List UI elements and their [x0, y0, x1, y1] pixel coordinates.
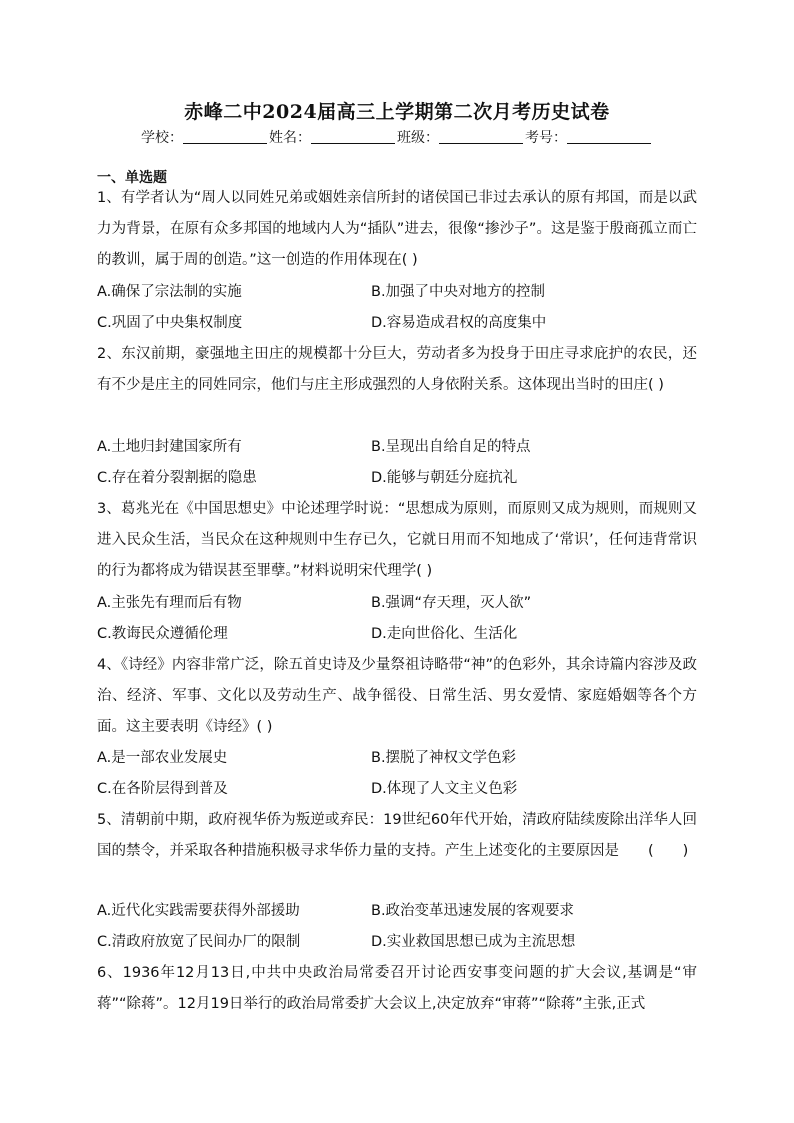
question-1-options: [97, 277, 697, 339]
number-blank[interactable]: [567, 129, 651, 144]
option-d[interactable]: D.容易造成君权的高度集中: [371, 315, 547, 331]
option-b[interactable]: B.加强了中央对地方的控制: [371, 284, 546, 300]
school-label: 学校：: [141, 130, 183, 146]
option-b[interactable]: B.摆脱了神权文学色彩: [371, 750, 517, 766]
option-a[interactable]: A.土地归封建国家所有: [97, 439, 242, 455]
question-2-options: [97, 432, 697, 494]
option-a[interactable]: A.确保了宗法制的实施: [97, 284, 242, 300]
option-c[interactable]: C.教诲民众遵循伦理: [97, 626, 228, 642]
question-1-stem: 1、有学者认为“周人以同姓兄弟或姻姓亲信所封的诸侯国已非过去承认的原有邦国，而是以武力为背景，在原有众多邦国的地域内人为“插队”进去，很像“掺沙子”。这是鉴于殷商孤立而亡的教训，属于周的创造。”这一创造的作用体现在( ): [97, 190, 697, 268]
section-heading: 一、单选题: [97, 170, 167, 186]
option-a[interactable]: A.近代化实践需要获得外部援助: [97, 903, 300, 919]
question-2-stem: 2、东汉前期，豪强地主田庄的规模都十分巨大，劳动者多为投身于田庄寻求庇护的农民，还有不少是庄主的同姓同宗，他们与庄主形成强烈的人身依附关系。这体现出当时的田庄( ): [97, 346, 697, 393]
student-info-line: [0, 127, 794, 147]
option-a[interactable]: A.是一部农业发展史: [97, 750, 228, 766]
option-a[interactable]: A.主张先有理而后有物: [97, 595, 242, 611]
question-3-stem: 3、葛兆光在《中国思想史》中论述理学时说：“思想成为原则，而原则又成为规则，而规则又进入民众生活，当民众在这种规则中生存已久，它就日用而不知地成了‘常识’，任何违背常识的行为都将成为错误甚至罪孽。”材料说明宋代理学( ): [97, 501, 697, 579]
option-c[interactable]: C.存在着分裂割据的隐患: [97, 470, 257, 486]
question-4-stem: 4、《诗经》内容非常广泛，除五首史诗及少量祭祖诗略带“神”的色彩外，其余诗篇内容涉及政治、经济、军事、文化以及劳动生产、战争徭役、日常生活、男女爱情、家庭婚姻等各个方面。这主要表明《诗经》( ): [97, 657, 697, 735]
class-label: 班级：: [397, 130, 439, 146]
number-label: 考号：: [525, 130, 567, 146]
option-d[interactable]: D.走向世俗化、生活化: [371, 626, 518, 642]
option-d[interactable]: D.能够与朝廷分庭抗礼: [371, 470, 518, 486]
option-d[interactable]: D.体现了人文主义色彩: [371, 781, 518, 797]
option-c[interactable]: C.巩固了中央集权制度: [97, 315, 243, 331]
class-blank[interactable]: [439, 129, 523, 144]
question-5-options: [97, 896, 697, 958]
option-c[interactable]: C.在各阶层得到普及: [97, 781, 228, 797]
question-5-stem: 5、清朝前中期，政府视华侨为叛逆或弃民：19世纪60年代开始，清政府陆续废除出洋华人回国的禁令，并采取各种措施积极寻求华侨力量的支持。产生上述变化的主要原因是 ( ): [97, 812, 697, 859]
option-b[interactable]: B.政治变革迅速发展的客观要求: [371, 903, 575, 919]
option-d[interactable]: D.实业救国思想已成为主流思想: [371, 934, 576, 950]
exam-title: 赤峰二中2024届高三上学期第二次月考历史试卷: [184, 101, 610, 123]
option-c[interactable]: C.清政府放宽了民间办厂的限制: [97, 934, 301, 950]
option-b[interactable]: B.呈现出自给自足的特点: [371, 439, 531, 455]
option-b[interactable]: B.强调“存天理，灭人欲”: [371, 595, 532, 611]
question-4-options: [97, 743, 697, 805]
question-6-stem: 6、1936年12月13日,中共中央政治局常委召开讨论西安事变问题的扩大会议,基调是“审蒋”“除蒋”。12月19日举行的政治局常委扩大会议上,决定放弃“审蒋”“除蒋”主张,正式: [97, 965, 697, 1012]
school-blank[interactable]: [183, 129, 267, 144]
question-3-options: [97, 588, 697, 650]
name-blank[interactable]: [311, 129, 395, 144]
name-label: 姓名：: [269, 130, 311, 146]
